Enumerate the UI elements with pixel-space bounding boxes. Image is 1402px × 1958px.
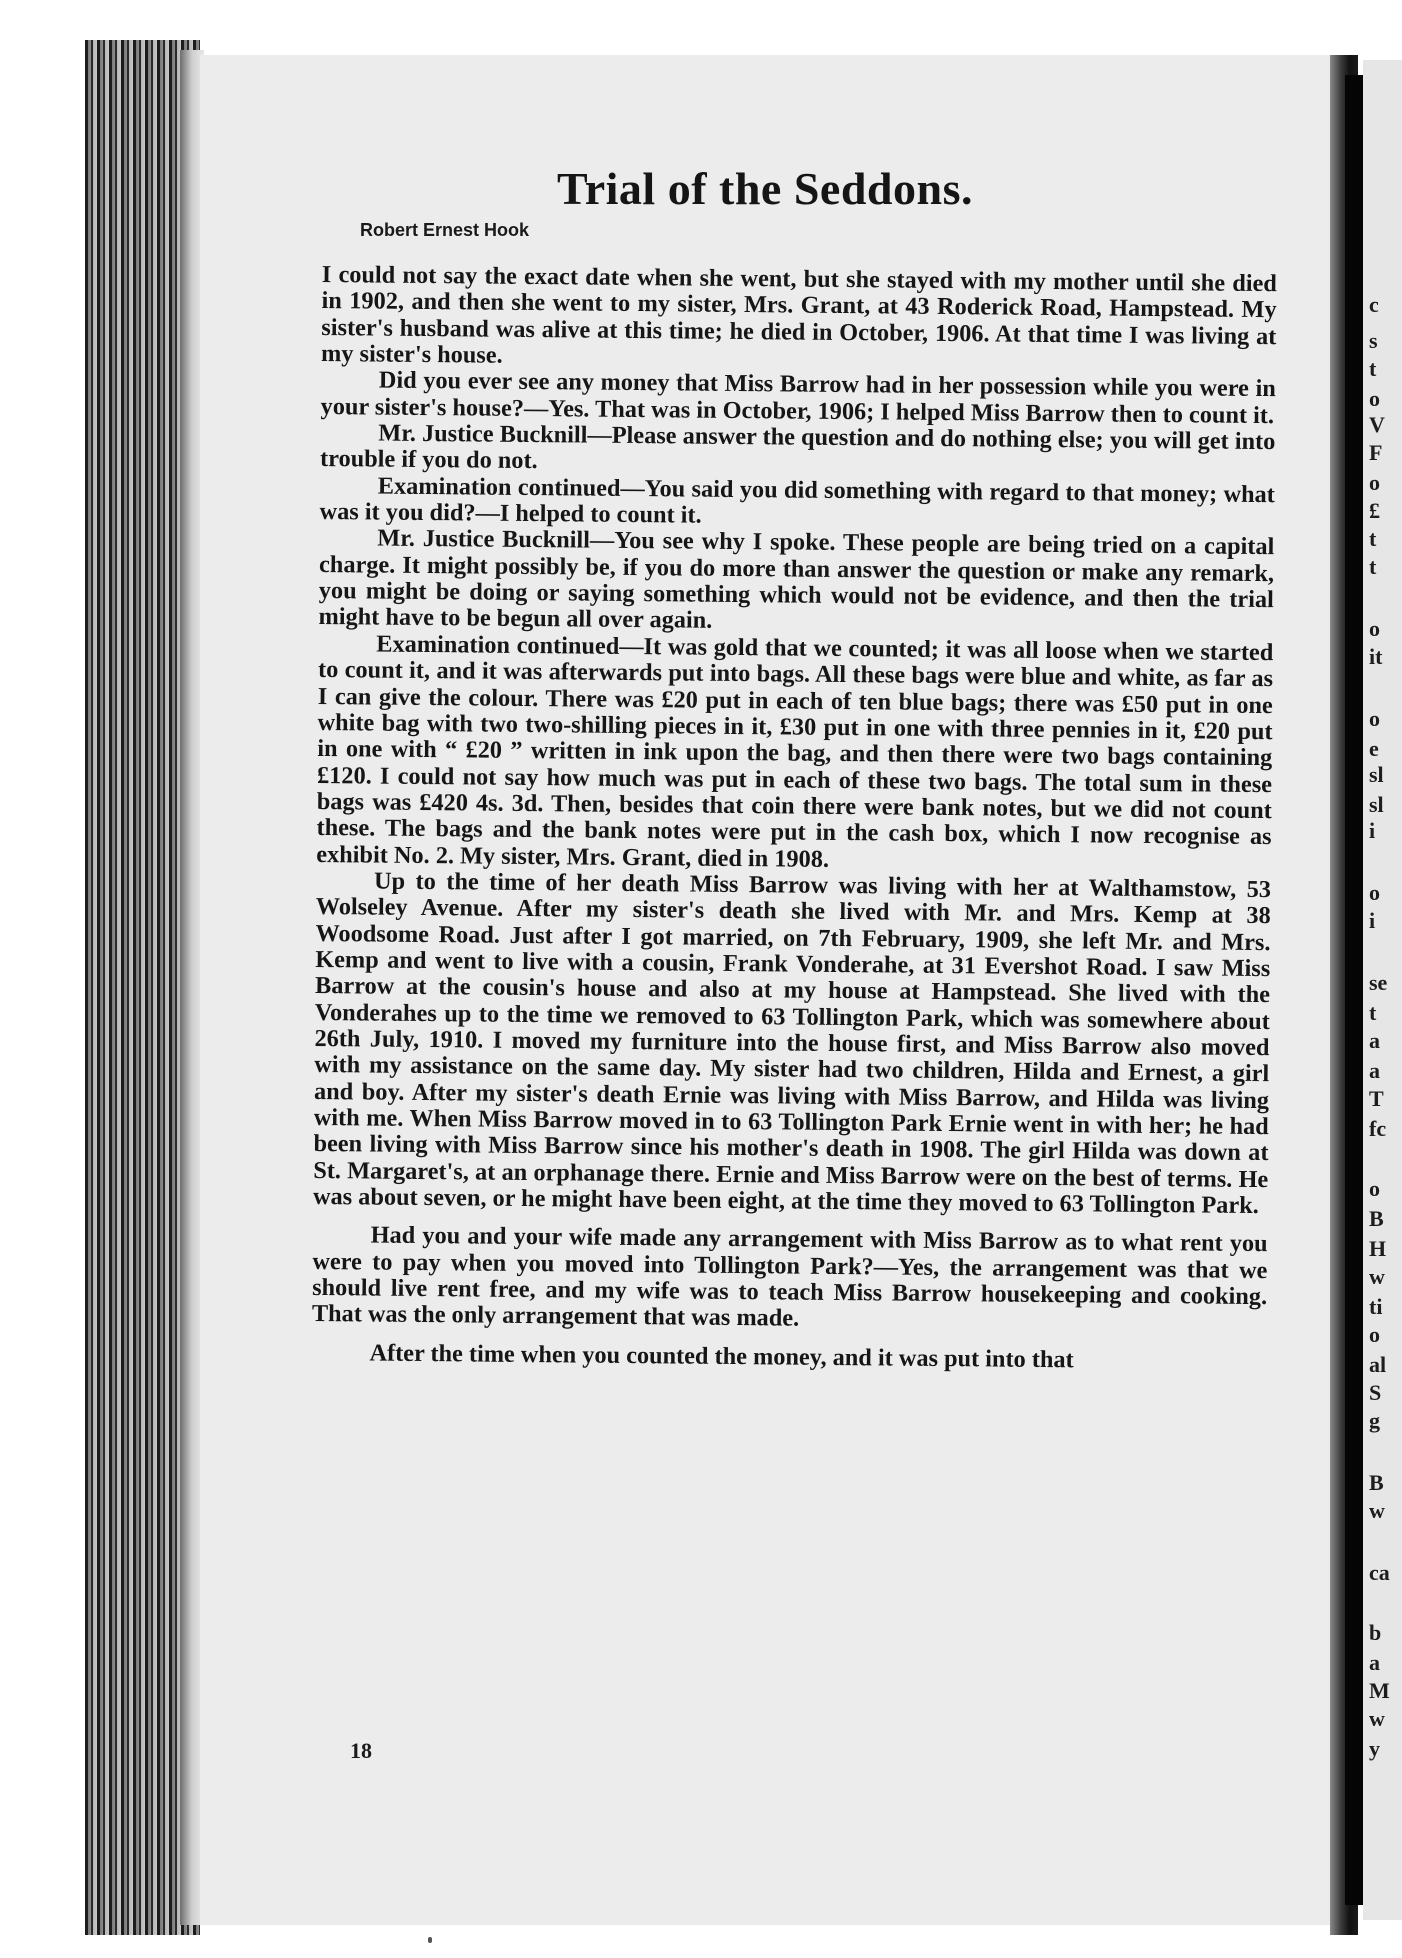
facing-page-letter: o [1369,880,1380,905]
facing-page-letter: sl [1369,792,1384,817]
paragraph: I could not say the exact date when she went, but she stayed with my mother until she died in 1902, and then she went to my sister, Mrs. Grant, at 43 Roderick Road, Hampstead. My sister's husband was alive at this time; he died in October, 1906. At that time I was living at my sister's house. [320,261,1277,369]
facing-page-letter: o [1369,616,1380,641]
facing-page-letter: s [1369,328,1378,353]
facing-page-letter: S [1369,1380,1382,1405]
facing-page-letter: w [1369,1498,1385,1523]
facing-page-letter: B [1369,1470,1384,1495]
page-number: 18 [350,1738,372,1763]
facing-page-letter: i [1369,818,1376,843]
facing-page-letter: g [1369,1408,1380,1433]
facing-page-letter: it [1369,644,1383,669]
facing-page-letter: H [1369,1236,1387,1261]
facing-page-letter: ca [1369,1560,1390,1585]
facing-page-letter: o [1369,1176,1380,1201]
facing-page-letter: ti [1369,1294,1383,1319]
facing-page-letter: w [1369,1706,1385,1731]
facing-page-letter: w [1369,1264,1385,1289]
body-text [311,262,1277,1375]
running-title: Trial of the Seddons. [556,163,974,214]
facing-page-letter: £ [1369,498,1380,523]
witness-margin-note: Robert Ernest Hook [360,220,530,240]
facing-page-letter: al [1369,1352,1387,1377]
facing-page-letter: se [1369,970,1388,995]
book-gutter-shadow [1345,75,1363,1905]
facing-page-letter: y [1369,1736,1380,1761]
paragraph: Mr. Justice Bucknill—You see why I spoke. These people are being tried on a capital charge. It might possibly be, if you do more than answer the question or make any remark, you might be doing or saying something which would not be evidence, and then the trial might have to be begun all over again. [318,524,1275,635]
facing-page-letter: o [1369,706,1380,731]
facing-page-letter: t [1369,526,1377,551]
facing-page-letter: B [1369,1206,1384,1231]
paragraph: Examination continued—It was gold that we counted; it was all loose when we started to count it, and it was afterwards put into bags. All these bags were blue and white, as far as I can give the colour. There was £20 put in each of ten blue bags; there was £50 put in one white bag with two two-shilling pieces in it, £30 put in one with three pennies in it, £20 put in one with “ £20 ” written in ink upon the bag, and then there were two bags containing £120. I could not say how much was put in each of these two bags. The total sum in these bags was £420 4s. 3d. Then, besides that coin there were bank notes, but we did not count these. The bags and the bank notes were put in the cash box, which I now recognise as exhibit No. 2. My sister, Mrs. Grant, died in 1908. [316,630,1274,873]
facing-page-letter: b [1369,1620,1382,1645]
facing-page-letter: o [1369,386,1380,411]
facing-page-letter: fc [1369,1116,1387,1141]
facing-page-letter: F [1369,440,1383,465]
facing-page-letter: a [1369,1650,1380,1675]
facing-page-letter: o [1369,1322,1380,1347]
facing-page-letter: V [1369,412,1385,437]
facing-page-letter: i [1369,908,1376,933]
facing-page-letter: sl [1369,762,1384,787]
facing-page-letter: a [1369,1058,1380,1083]
facing-page-fragment [1363,60,1402,1920]
paragraph: Did you ever see any money that Miss Barrow had in her possession while you were in your sister's house?—Yes. That was in October, 1906; I helped Miss Barrow then to count it. [320,366,1276,429]
scan-speck [428,1937,432,1943]
facing-page-letter: o [1369,470,1380,495]
facing-page-letter: e [1369,736,1379,761]
paragraph: Examination continued—You said you did something with regard to that money; what was it you did?—I helped to count it. [319,472,1275,529]
paragraph: Up to the time of her death Miss Barrow was living with her at Walthamstow, 53 Wolseley Avenue. After my sister's death she lived with Mr. and Mrs. Kemp at 38 Woodsome Road. Just after I got married, on 7th February, 1909, she left Mr. and Mrs. Kemp and went to live with a cousin, Frank Vonderahe, at 31 Evershot Road. I saw Miss Barrow at the cousin's house and also at my house at Hampstead. She lived with the Vonderahes up to the time we removed to 63 Tollington Park, which was somewhere about 26th July, 1910. I moved my furniture into the house first, and Miss Barrow also moved with my assistance on the same day. My sister had two children, Hilda and Ernest, a girl and boy. After my sister's death Ernie was living with Miss Barrow, and Hilda was living with me. When Miss Barrow moved in to 63 Tollington Park Ernie went in with her; he had been living with Miss Barrow since his mother's death in 1908. The girl Hilda was down at St. Margaret's, at an orphanage there. Ernie and Miss Barrow were on the best of terms. He was about seven, or he might have been eight, at the time they moved to 63 Tollington Park. [312,867,1272,1220]
facing-page-letter: t [1369,1000,1377,1025]
facing-page-letter: M [1369,1678,1390,1703]
paragraph: Mr. Justice Bucknill—Please answer the question and do nothing else; you will get into trouble if you do not. [319,419,1276,475]
facing-page-letter: t [1369,356,1377,381]
facing-page-letter: t [1369,554,1377,579]
facing-page-letter: c [1369,292,1379,317]
facing-page-letter: T [1369,1086,1384,1111]
paragraph: After the time when you counted the money, and it was put into that [369,1339,1074,1374]
facing-page-letter: a [1369,1028,1380,1053]
paragraph: Had you and your wife made any arrangement with Miss Barrow as to what rent you were to pay when you moved into Tollington Park?—Yes, the arrangement was that we should live rent free, and my wife was to teach Miss Barrow housekeeping and cooking. That was the only arrangement that was made. [311,1221,1268,1333]
